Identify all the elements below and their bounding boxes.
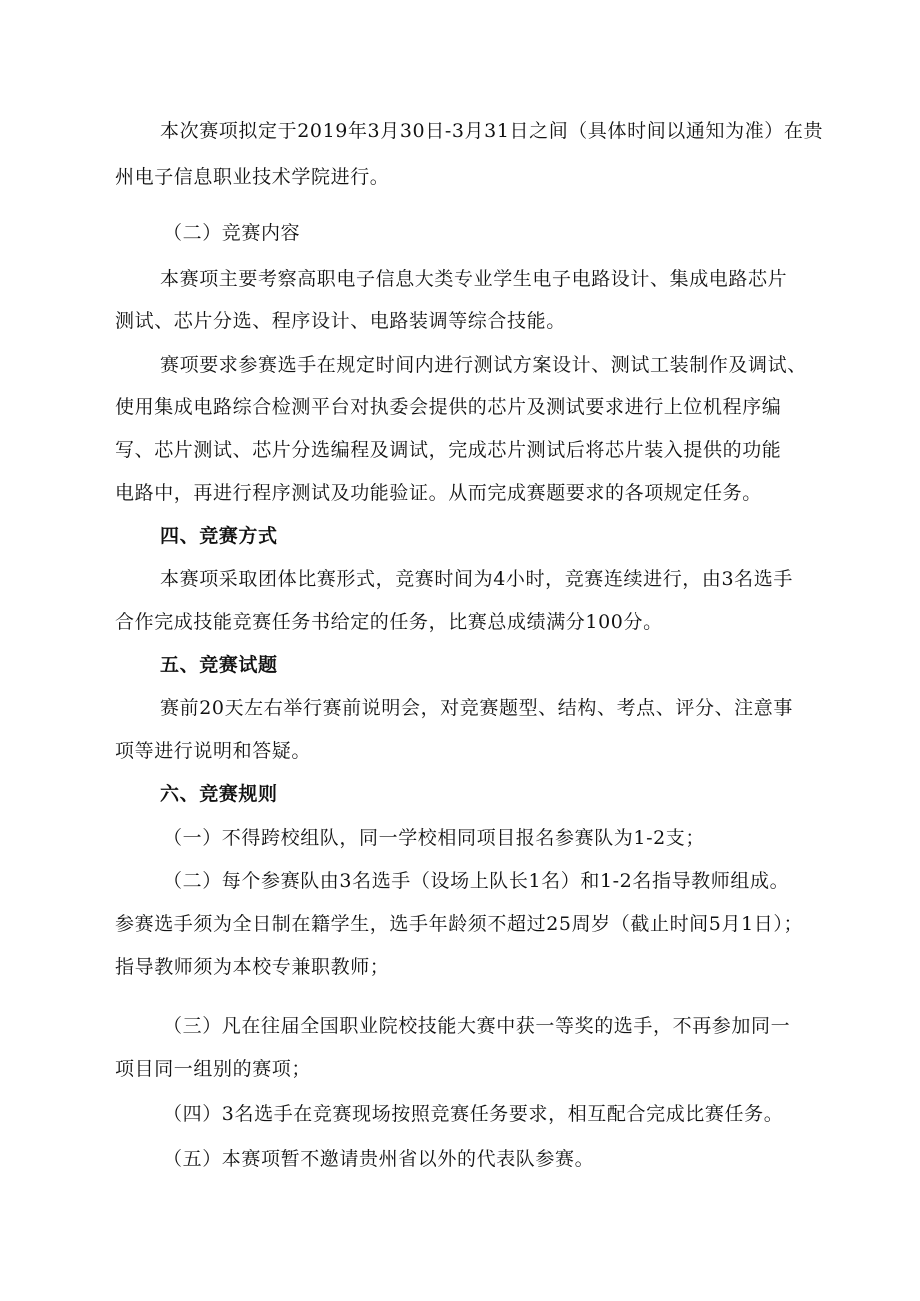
rule-2-line-2: 参赛选手须为全日制在籍学生，选手年龄须不超过25周岁（截止时间5月1日）； — [115, 913, 804, 935]
questions-line-1: 赛前20天左右举行赛前说明会，对竞赛题型、结构、考点、评分、注意事 — [160, 697, 793, 719]
heading-5: 五、竞赛试题 — [160, 654, 278, 676]
rule-2-line-1: （二）每个参赛队由3名选手（设场上队长1名）和1-2名指导教师组成。 — [163, 870, 790, 892]
rule-4-line-1: （四）3名选手在竞赛现场按照竞赛任务要求，相互配合完成比赛任务。 — [163, 1103, 784, 1125]
rule-3-line-2: 项目同一组别的赛项； — [115, 1058, 312, 1080]
method-line-2: 合作完成技能竞赛任务书给定的任务，比赛总成绩满分100分。 — [115, 611, 663, 633]
content-p1-line-2: 测试、芯片分选、程序设计、电路装调等综合技能。 — [115, 310, 566, 332]
rule-3-line-1: （三）凡在往届全国职业院校技能大赛中获一等奖的选手，不再参加同一 — [163, 1015, 791, 1037]
rule-2-line-3: 指导教师须为本校专兼职教师； — [115, 956, 390, 978]
section-2-heading: （二）竞赛内容 — [163, 222, 301, 244]
content-p2-line-3: 写、芯片测试、芯片分选编程及调试，完成芯片测试后将芯片装入提供的功能 — [115, 439, 782, 461]
content-p1-line-1: 本赛项主要考察高职电子信息大类专业学生电子电路设计、集成电路芯片 — [160, 268, 788, 290]
content-p2-line-1: 赛项要求参赛选手在规定时间内进行测试方案设计、测试工装制作及调试、 — [160, 354, 807, 376]
schedule-line-1: 本次赛项拟定于2019年3月30日-3月31日之间（具体时间以通知为准）在贵 — [160, 120, 824, 142]
schedule-line-2: 州电子信息职业技术学院进行。 — [115, 166, 390, 188]
method-line-1: 本赛项采取团体比赛形式，竞赛时间为4小时，竞赛连续进行，由3名选手 — [160, 568, 793, 590]
content-p2-line-2: 使用集成电路综合检测平台对执委会提供的芯片及测试要求进行上位机程序编 — [115, 396, 782, 418]
rule-1-line-1: （一）不得跨校组队，同一学校相同项目报名参赛队为1-2支； — [163, 827, 705, 849]
rule-5-line-1: （五）本赛项暂不邀请贵州省以外的代表队参赛。 — [163, 1148, 595, 1170]
questions-line-2: 项等进行说明和答疑。 — [115, 740, 312, 762]
heading-4: 四、竞赛方式 — [160, 525, 278, 547]
heading-6: 六、竞赛规则 — [160, 783, 278, 805]
content-p2-line-4: 电路中，再进行程序测试及功能验证。从而完成赛题要求的各项规定任务。 — [115, 482, 762, 504]
